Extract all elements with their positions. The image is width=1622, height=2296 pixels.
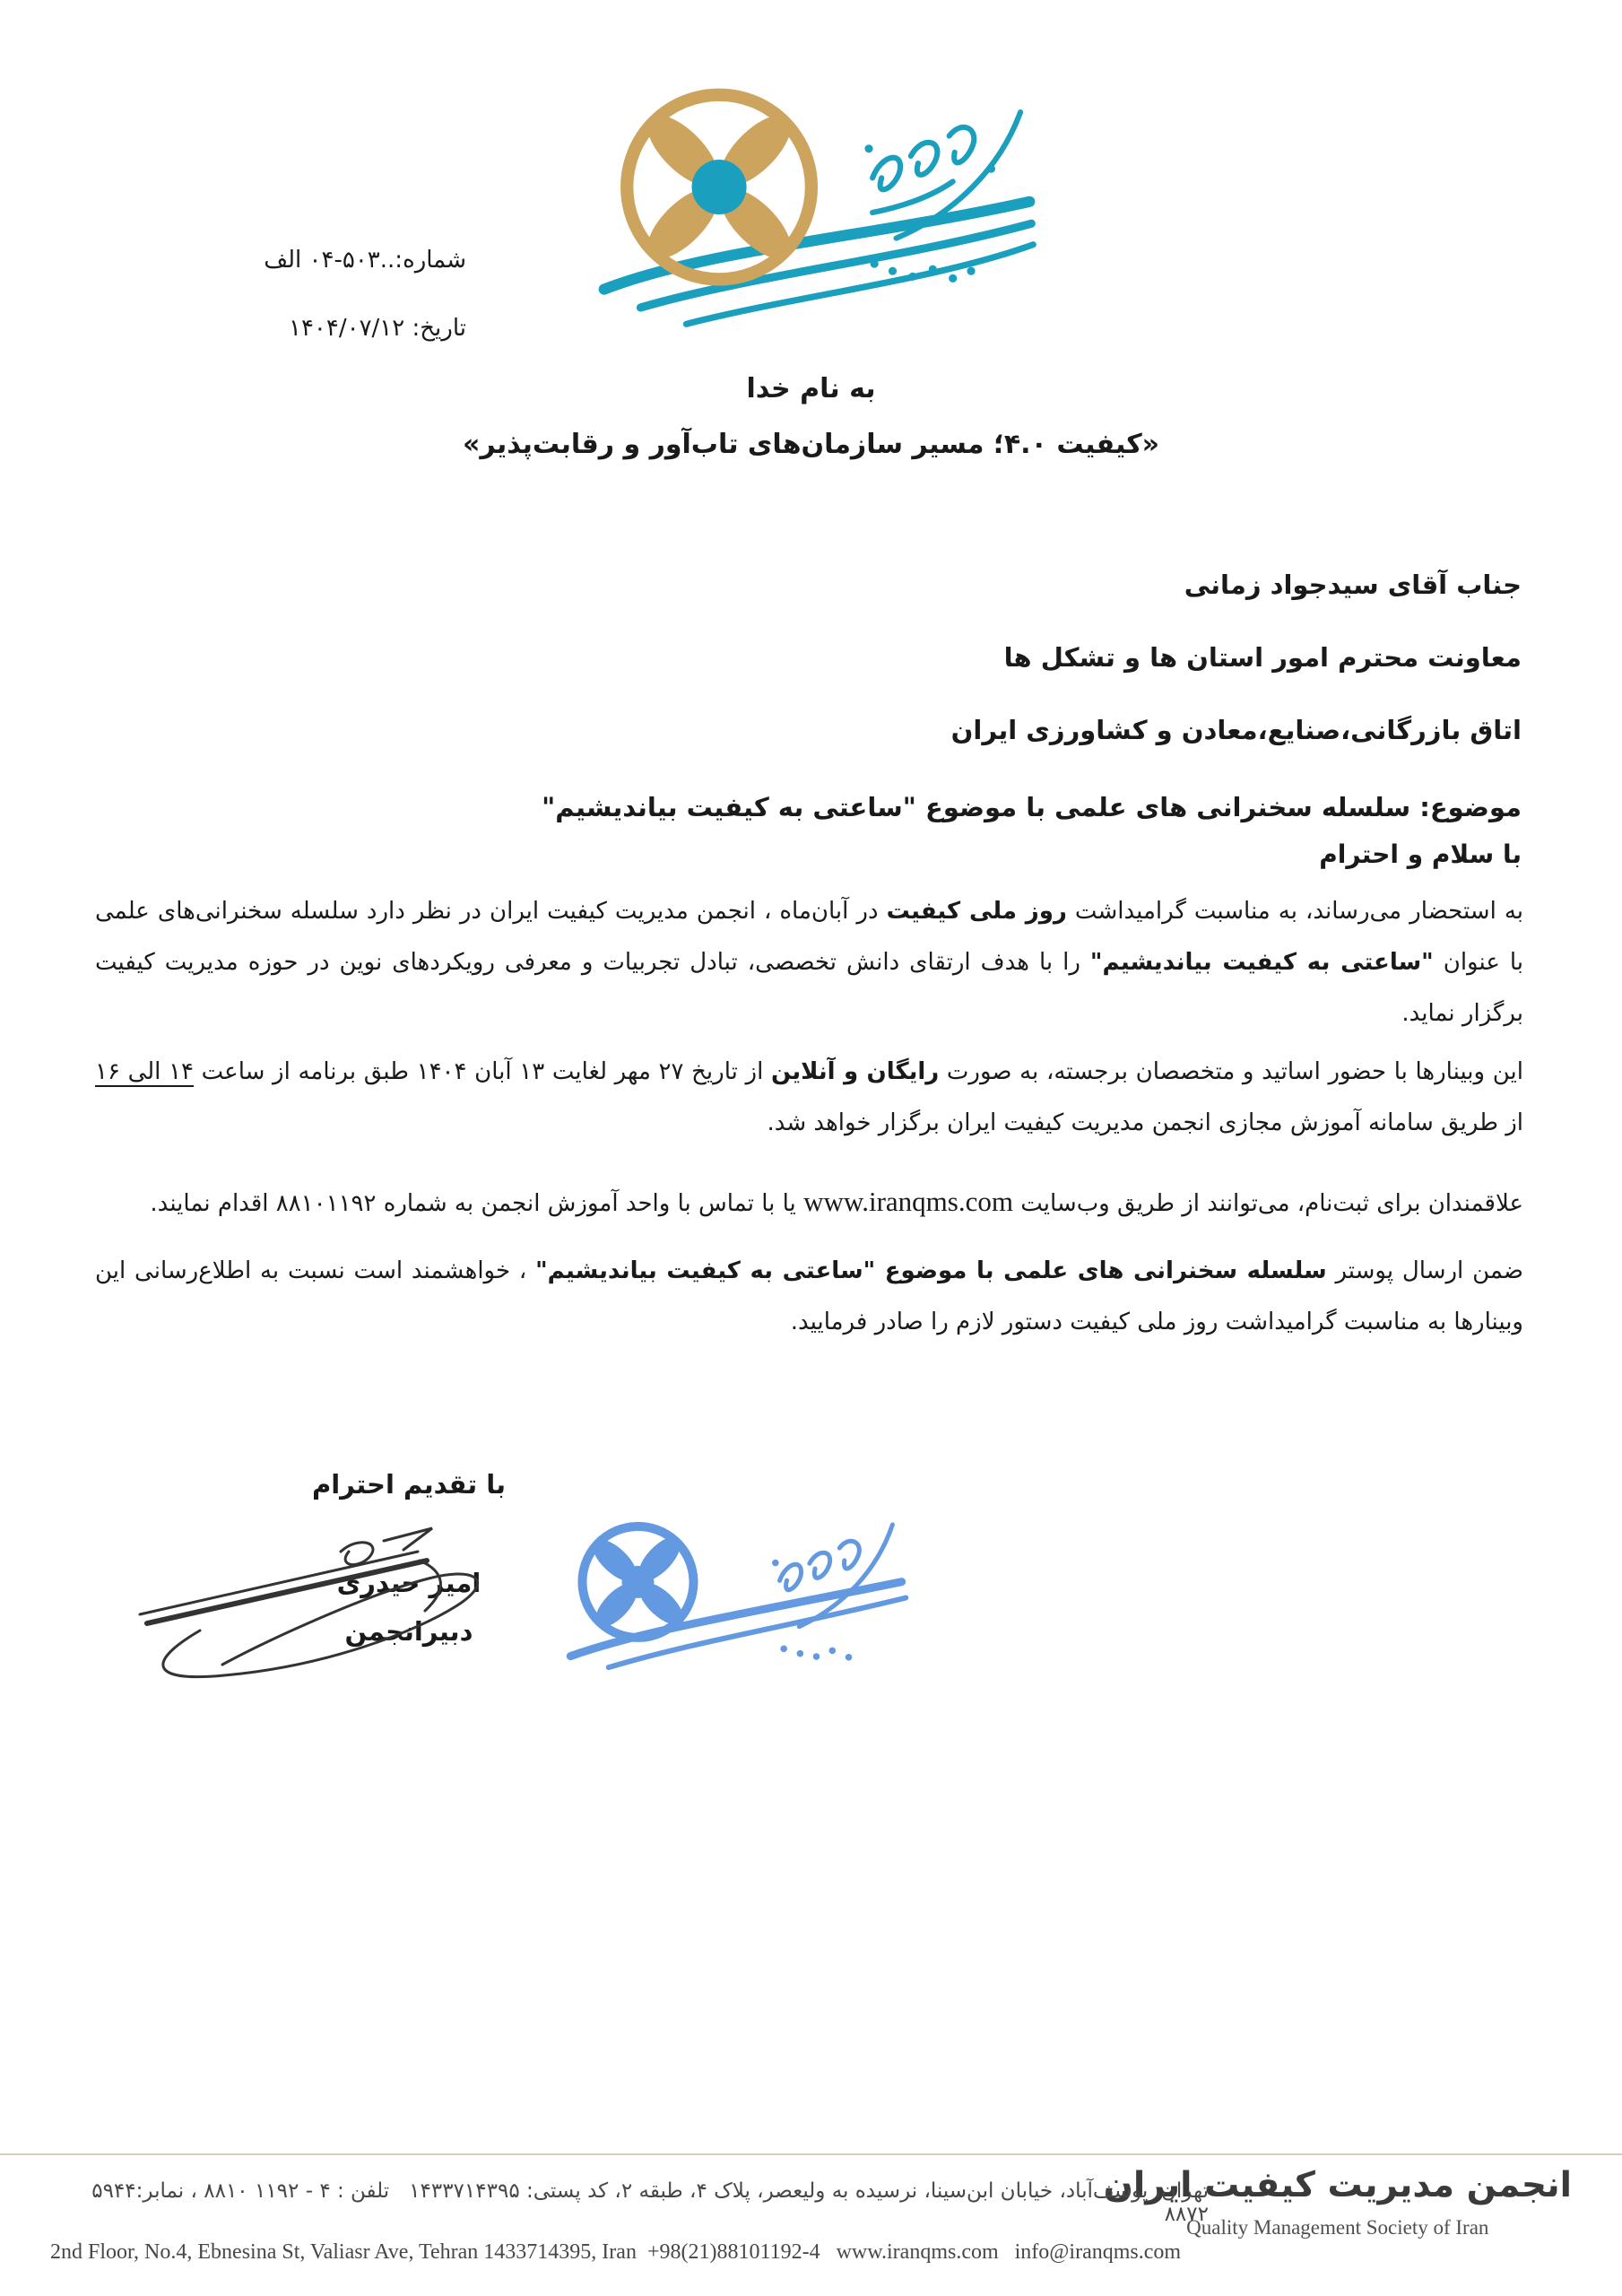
ref-number-line: شماره:..۵۰۳-۰۴ الف <box>264 247 466 274</box>
org-logo-icon <box>595 59 1040 361</box>
ref-date-block <box>184 226 466 362</box>
footer-org-name-fa: انجمن مدیریت کیفیت ایران <box>1103 2165 1572 2205</box>
recipient-role: معاونت محترم امور استان ها و تشکل ها <box>1003 642 1522 673</box>
body-text-segment: روز ملی کیفیت <box>886 898 1067 925</box>
closing-respect: با تقدیم احترام <box>311 1469 507 1500</box>
recipient-block <box>542 549 1522 844</box>
salutation-line: با سلام و احترام <box>1319 839 1522 869</box>
recipient-org: اتاق بازرگانی،صنایع،معادن و کشاورزی ایران <box>950 715 1522 745</box>
signer-name: امیر حیدری <box>336 1568 481 1598</box>
body-text-segment: "ساعتی به کیفیت بیاندیشیم" <box>1089 949 1434 976</box>
body-text-segment: این وبینارها با حضور اساتید و متخصصان برجسته، به صورت <box>939 1058 1523 1085</box>
recipient-name: جناب آقای سیدجواد زمانی <box>1184 570 1522 600</box>
body-text-segment: ، خواهشمند است نسبت به اطلاع‌رسانی این وبینارها به مناسبت گرامیداشت روز ملی کیفیت دستور لازم را صادر فرمایید. <box>95 1257 1523 1335</box>
handwritten-signature <box>115 1496 536 1707</box>
body-text-segment: را با هدف ارتقای دانش تخصصی، تبادل تجربیات و معرفی رویکردهای نوین در حوزه مدیریت کیفیت برگزار نماید. <box>95 949 1523 1027</box>
body-text-segment: از تاریخ ۲۷ مهر لغایت ۱۳ آبان ۱۴۰۴ طبق برنامه از ساعت <box>194 1058 771 1085</box>
org-stamp <box>558 1493 919 1694</box>
body-text-segment: یا با تماس با واحد آموزش انجمن به شماره ۸۸۱۰۱۱۹۲ اقدام نمایند. <box>150 1190 804 1217</box>
body-paragraph <box>95 886 1523 1039</box>
footer-address-block <box>50 2179 1209 2265</box>
body-paragraph <box>95 1246 1523 1348</box>
body-text-segment: در آبان‌ماه ، انجمن مدیریت کیفیت ایران در نظر دارد سلسله سخنرانی‌های علمی با عنوان <box>95 898 1524 976</box>
body-paragraph <box>95 1176 1523 1230</box>
footer-org-name-en: Quality Management Society of Iran <box>1186 2216 1489 2239</box>
besmellah-line: به نام خدا <box>746 373 876 404</box>
body-text-segment: ۱۴ الی ۱۶ <box>95 1058 194 1085</box>
inline-url-text: www.iranqms.com <box>803 1186 1013 1217</box>
slogan-line: «کیفیت ۴.۰؛ مسیر سازمان‌های تاب‌آور و رقابت‌پذیر» <box>462 429 1160 460</box>
letter-body <box>95 886 1523 1355</box>
footer-divider <box>0 2153 1622 2155</box>
org-logo <box>595 59 1040 361</box>
body-text-segment: علاقمندان برای ثبت‌نام، می‌توانند از طریق وب‌سایت <box>1012 1190 1523 1217</box>
body-text-segment: ضمن ارسال پوستر <box>1326 1257 1523 1284</box>
body-text-segment: سلسله سخنرانی های علمی با موضوع "ساعتی به کیفیت بیاندیشیم" <box>535 1257 1327 1284</box>
signer-title: دبیرانجمن <box>344 1616 473 1647</box>
subject-line: موضوع: سلسله سخنرانی های علمی با موضوع "ساعتی به کیفیت بیاندیشیم" <box>542 792 1522 822</box>
date-line: تاریخ: ۱۴۰۴/۰۷/۱۲ <box>288 315 466 342</box>
body-text-segment: رایگان و آنلاین <box>770 1058 940 1085</box>
footer-address-fa: تهران، یوسف‌آباد، خیابان ابن‌سینا، نرسیده به ولیعصر، پلاک ۴، طبقه ۲، کد پستی: ۱۴۳۳۷۱۴۳۹۵ تلفن : ۴ - ۱۱۹۲ ۸۸۱۰ ، نمابر:۵۹۴۴ ۸۸۷۲ <box>91 2179 1209 2226</box>
footer-address-en: 2nd Floor, No.4, Ebnesina St, Valiasr Ave, Tehran 1433714395, Iran +98(21)88101192-4 www.iranqms.com info@iranqms.com <box>50 2240 1182 2264</box>
body-text-segment: از طریق سامانه آموزش مجازی انجمن مدیریت کیفیت ایران برگزار خواهد شد. <box>767 1109 1523 1136</box>
body-paragraph <box>95 1047 1523 1149</box>
body-text-segment: به استحضار می‌رساند، به مناسبت گرامیداشت <box>1066 898 1524 925</box>
